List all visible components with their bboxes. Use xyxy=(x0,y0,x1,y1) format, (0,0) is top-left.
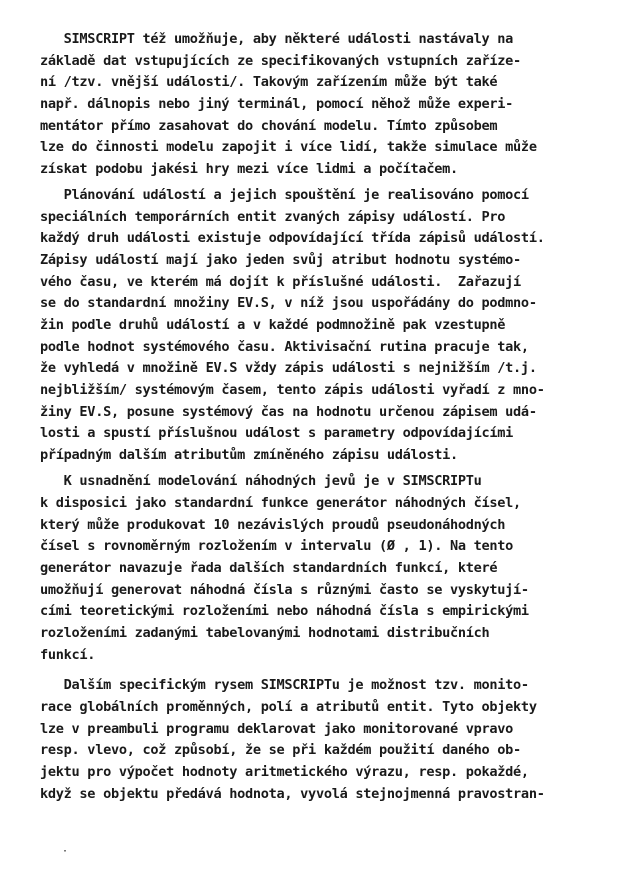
text-line: Zápisy událostí mají jako jeden svůj atribut hodnotu systémo- xyxy=(40,252,521,268)
text-line: resp. vlevo, což způsobí, že se při každém použití daného ob- xyxy=(40,742,521,758)
ink-dot: · xyxy=(62,846,69,857)
text-line: speciálních temporárních entit zvaných zápisy událostí. Pro xyxy=(40,209,506,225)
text-line: K usnadnění modelování náhodných jevů je v SIMSCRIPTu xyxy=(40,473,482,489)
text-line: cími teoretickými rozloženími nebo náhodná čísla s empirickými xyxy=(40,603,529,619)
text-line: funkcí. xyxy=(40,647,96,663)
text-line: případným dalším atributům zmíněného zápisu události. xyxy=(40,447,458,463)
text-line: se do standardní množiny EV.S, v níž jsou uspořádány do podmno- xyxy=(40,295,537,311)
text-line: že vyhledá v množině EV.S vždy zápis události s nejnižším /t.j. xyxy=(40,360,537,376)
text-line: žiny EV.S, posune systémový čas na hodnotu určenou zápisem udá- xyxy=(40,404,537,420)
text-line: získat podobu jakési hry mezi více lidmi a počítačem. xyxy=(40,161,458,177)
text-line: k disposici jako standardní funkce generátor náhodných čísel, xyxy=(40,495,521,511)
text-line: ní /tzv. vnější události/. Takovým zařízením může být také xyxy=(40,74,498,90)
text-line: mentátor přímo zasahovat do chování modelu. Tímto způsobem xyxy=(40,118,498,134)
text-line: lze v preambuli programu deklarovat jako monitorované vpravo xyxy=(40,721,514,737)
text-line: Dalším specifickým rysem SIMSCRIPTu je možnost tzv. monito- xyxy=(40,677,529,693)
text-line: generátor navazuje řada dalších standardních funkcí, které xyxy=(40,560,498,576)
text-line: SIMSCRIPT též umožňuje, aby některé události nastávaly na xyxy=(40,31,514,47)
text-line: vého času, ve kterém má dojít k příslušné události. Zařazují xyxy=(40,274,521,290)
text-line: žin podle druhů událostí a v každé podmnožině pak vzestupně xyxy=(40,317,506,333)
text-line: základě dat vstupujících ze specifikovaných vstupních zaříze- xyxy=(40,53,521,69)
text-line: losti a spustí příslušnou událost s parametry odpovídajícími xyxy=(40,425,514,441)
text-line: lze do činnosti modelu zapojit i více lidí, takže simulace může xyxy=(40,139,537,155)
text-line: např. dálnopis nebo jiný terminál, pomocí něhož může experi- xyxy=(40,96,514,112)
text-line: umožňují generovat náhodná čísla s různými často se vyskytují- xyxy=(40,582,529,598)
text-line: podle hodnot systémového času. Aktivisační rutina pracuje tak, xyxy=(40,339,529,355)
text-line: Plánování událostí a jejich spouštění je realisováno pomocí xyxy=(40,187,529,203)
text-line: jektu pro výpočet hodnoty aritmetického výrazu, resp. pokaždé, xyxy=(40,764,529,780)
text-line: čísel s rovnoměrným rozložením v intervalu (Ø , 1). Na tento xyxy=(40,538,514,554)
text-line: race globálních proměnných, polí a atributů entit. Tyto objekty xyxy=(40,699,537,715)
text-line: když se objektu předává hodnota, vyvolá stejnojmenná pravostran- xyxy=(40,786,545,802)
text-line: každý druh události existuje odpovídající třída zápisů událostí. xyxy=(40,230,545,246)
text-line: nejbližším/ systémovým časem, tento zápis události vyřadí z mno- xyxy=(40,382,545,398)
text-line: který může produkovat 10 nezávislých proudů pseudonáhodných xyxy=(40,517,506,533)
text-line: rozloženími zadanými tabelovanými hodnotami distribučních xyxy=(40,625,490,641)
